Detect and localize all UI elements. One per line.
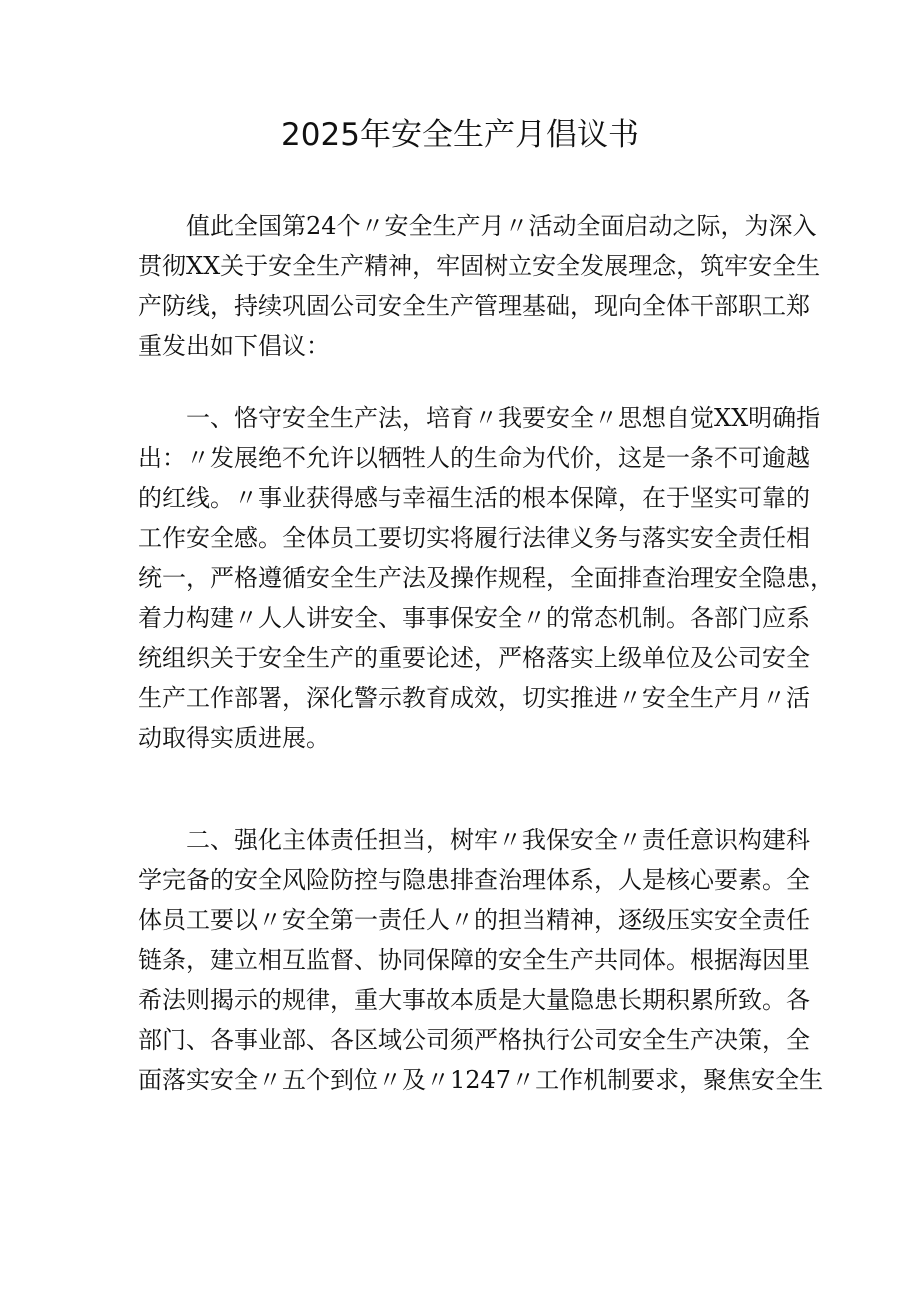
text-line: 生产工作部署，深化警示教育成效，切实推进〃安全生产月〃活 xyxy=(138,684,810,712)
text-line: 贯彻XX关于安全生产精神，牢固树立安全发展理念，筑牢安全生 xyxy=(138,252,821,280)
section-1-paragraph xyxy=(138,398,834,758)
text-line: 的红线。〃事业获得感与幸福生活的根本保障，在于坚实可靠的 xyxy=(138,484,810,512)
text-line: 工作安全感。全体员工要切实将履行法律义务与落实安全责任相 xyxy=(138,524,810,552)
text-line: 出：〃发展绝不允许以牺牲人的生命为代价，这是一条不可逾越 xyxy=(138,444,810,472)
text-line: 统组织关于安全生产的重要论述，严格落实上级单位及公司安全 xyxy=(138,644,810,672)
text-line: 一、恪守安全生产法，培育〃我要安全〃思想自觉XX明确指 xyxy=(186,404,821,432)
text-line: 着力构建〃人人讲安全、事事保安全〃的常态机制。各部门应系 xyxy=(138,604,810,632)
text-line: 部门、各事业部、各区域公司须严格执行公司安全生产决策，全 xyxy=(138,1026,810,1054)
text-line: 重发出如下倡议： xyxy=(138,332,330,360)
text-line: 学完备的安全风险防控与隐患排查治理体系，人是核心要素。全 xyxy=(138,866,810,894)
intro-paragraph xyxy=(138,206,821,366)
text-line: 统一，严格遵循安全生产法及操作规程，全面排查治理安全隐患， xyxy=(138,564,834,592)
document-title: 2025年安全生产月倡议书 xyxy=(281,117,639,153)
text-line: 产防线，持续巩固公司安全生产管理基础，现向全体干部职工郑 xyxy=(138,292,810,320)
text-line: 二、强化主体责任担当，树牢〃我保安全〃责任意识构建科 xyxy=(186,826,810,854)
text-line: 值此全国第24个〃安全生产月〃活动全面启动之际，为深入 xyxy=(186,212,817,240)
text-line: 面落实安全〃五个到位〃及〃1247〃工作机制要求，聚焦安全生 xyxy=(138,1066,824,1094)
text-line: 希法则揭示的规律，重大事故本质是大量隐患长期积累所致。各 xyxy=(138,986,810,1014)
text-line: 链条，建立相互监督、协同保障的安全生产共同体。根据海因里 xyxy=(138,946,810,974)
section-2-paragraph xyxy=(138,820,824,1100)
text-line: 动取得实质进展。 xyxy=(138,724,330,752)
text-line: 体员工要以〃安全第一责任人〃的担当精神，逐级压实安全责任 xyxy=(138,906,810,934)
